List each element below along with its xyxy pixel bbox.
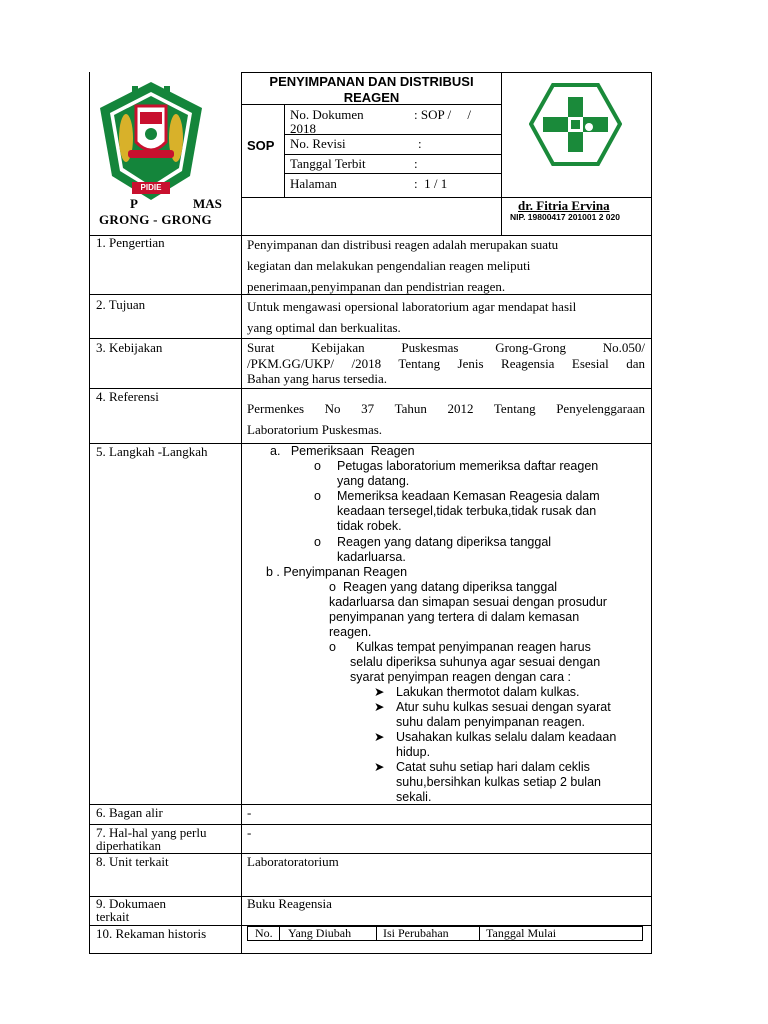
item-line: syarat penyimpan reagen dengan cara :: [350, 670, 571, 684]
history-col-yang-diubah: Yang Diubah: [288, 926, 352, 940]
item-line: hidup.: [396, 745, 431, 759]
signer-nip: NIP. 19800417 201001 2 020: [510, 212, 620, 222]
rekaman-label: 10. Rekaman historis: [96, 926, 207, 941]
dokumen-label-line: terkait: [96, 909, 130, 924]
pengertian-line: kegiatan dan melakukan pengendalian reagen meliputi: [247, 258, 531, 273]
b-item-1: [329, 580, 639, 640]
item-line: kadarluarsa dan simapan sesuai dengan prosudur: [329, 595, 607, 609]
sop-label: SOP: [247, 138, 275, 153]
item-line: penyimpanan yang tertera di dalam kemasan: [329, 610, 580, 624]
arrow-bullet-icon: ➤: [374, 685, 385, 699]
field-value-tanggal-terbit: :: [414, 156, 418, 171]
health-cross-logo: [529, 83, 622, 166]
a-item-1: [337, 459, 637, 489]
bullet-o: o: [329, 580, 336, 594]
dokumen-label-line: 9. Dokumaen: [96, 896, 167, 911]
field-value-no-revisi: :: [418, 136, 422, 151]
bullet-o: o: [329, 640, 336, 654]
item-line: suhu,bersihkan kulkas setiap 2 bulan: [396, 775, 601, 789]
field-label-halaman: Halaman: [290, 176, 337, 191]
field-value-year: 2018: [290, 121, 316, 136]
hal-label: [96, 826, 206, 852]
history-col-tanggal-mulai: Tanggal Mulai: [486, 926, 557, 940]
tujuan-line: Untuk mengawasi opersional laboratorium agar mendapat hasil: [247, 299, 577, 314]
pengertian-text: [247, 234, 645, 297]
field-label-tanggal-terbit: Tanggal Terbit: [290, 156, 366, 171]
document-title: [241, 74, 502, 106]
arrow-item-4: [396, 760, 646, 805]
field-value-halaman: : 1 / 1: [414, 176, 448, 191]
title-line-2: REAGEN: [343, 90, 400, 105]
bullet-o: o: [314, 535, 321, 549]
tujuan-line: yang optimal dan berkualitas.: [247, 320, 401, 335]
field-label-no-revisi: No. Revisi: [290, 136, 346, 151]
signer-name: dr. Fitria Ervina: [518, 198, 610, 213]
item-line: Petugas laboratorium memeriksa daftar reagen: [337, 459, 599, 473]
hal-value: -: [247, 825, 252, 840]
referensi-text: [247, 398, 645, 440]
org-name-part2: MAS: [193, 196, 222, 211]
section-a-heading: a. Pemeriksaan Reagen: [270, 444, 415, 458]
kebijakan-text: [247, 340, 645, 387]
kebijakan-line: Bahan yang harus tersedia.: [247, 371, 388, 386]
item-line: reagen.: [329, 625, 372, 639]
history-col-no: No.: [255, 926, 273, 940]
org-name-line2: GRONG - GRONG: [99, 212, 212, 227]
bagan-label: 6. Bagan alir: [96, 805, 163, 820]
dokumen-label: [96, 897, 166, 923]
item-line: tidak robek.: [337, 519, 402, 533]
item-line: selalu diperiksa suhunya agar sesuai dengan: [350, 655, 601, 669]
hal-label-line: diperhatikan: [96, 838, 161, 853]
history-col-isi-perubahan: Isi Perubahan: [383, 926, 449, 940]
item-line: sekali.: [396, 790, 432, 804]
arrow-bullet-icon: ➤: [374, 760, 385, 774]
hal-label-line: 7. Hal-hal yang perlu: [96, 825, 207, 840]
item-line: Memeriksa keadaan Kemasan Reagesia dalam: [337, 489, 600, 503]
langkah-label: 5. Langkah -Langkah: [96, 444, 208, 459]
referensi-label: 4. Referensi: [96, 389, 159, 404]
a-item-3: [337, 535, 637, 565]
a-item-2: [337, 489, 637, 534]
item-line: suhu dalam penyimpanan reagen.: [396, 715, 586, 729]
section-b-heading: b . Penyimpanan Reagen: [266, 565, 408, 579]
logo-banner-text: PIDIE: [140, 183, 162, 192]
arrow-bullet-icon: ➤: [374, 730, 385, 744]
dokumen-value: Buku Reagensia: [247, 896, 332, 911]
pengertian-line: Penyimpanan dan distribusi reagen adalah merupakan suatu: [247, 237, 559, 252]
item-line: Reagen yang datang diperiksa tanggal: [343, 580, 558, 594]
item-line: kadarluarsa.: [337, 550, 406, 564]
unit-label: 8. Unit terkait: [96, 854, 169, 869]
tujuan-text: [247, 296, 645, 338]
kebijakan-line: /PKM.GG/UKP/ /2018 Tentang Jenis Reagensia Esesial dan: [247, 355, 645, 371]
item-line: Kulkas tempat penyimpanan reagen harus: [356, 640, 591, 654]
arrow-item-1: [396, 685, 646, 700]
item-line: Atur suhu kulkas sesuai dengan syarat: [396, 700, 611, 714]
arrow-item-3: [396, 730, 646, 760]
item-line: keadaan tersegel,tidak terbuka,tidak rusak dan: [337, 504, 597, 518]
field-value-no-dokumen: : SOP / /: [414, 107, 471, 122]
field-label-no-dokumen: No. Dokumen: [290, 107, 364, 122]
item-line: Lakukan thermotot dalam kulkas.: [396, 685, 580, 699]
kebijakan-line: Surat Kebijakan Puskesmas Grong-Grong No.050/: [247, 340, 645, 355]
kebijakan-label: 3. Kebijakan: [96, 340, 163, 355]
unit-value: Laboratoratorium: [247, 854, 339, 869]
referensi-line: Laboratorium Puskesmas.: [247, 422, 383, 437]
item-line: Catat suhu setiap hari dalam ceklis: [396, 760, 590, 774]
item-line: Usahakan kulkas selalu dalam keadaan: [396, 730, 617, 744]
arrow-item-2: [396, 700, 646, 730]
tujuan-label: 2. Tujuan: [96, 297, 146, 312]
arrow-bullet-icon: ➤: [374, 700, 385, 714]
pengertian-line: penerimaan,penyimpanan dan pendistrian reagen.: [247, 279, 506, 294]
item-line: Reagen yang datang diperiksa tanggal: [337, 535, 552, 549]
referensi-line: Permenkes No 37 Tahun 2012 Tentang Penyelenggaraan: [247, 401, 645, 416]
pengertian-label: 1. Pengertian: [96, 235, 165, 250]
bullet-o: o: [314, 489, 321, 503]
item-line: yang datang.: [337, 474, 410, 488]
bagan-value: -: [247, 805, 252, 820]
bullet-o: o: [314, 459, 321, 473]
title-line-1: PENYIMPANAN DAN DISTRIBUSI: [269, 74, 474, 89]
org-name-part1: P: [130, 196, 138, 211]
b-item-2: [350, 640, 640, 685]
